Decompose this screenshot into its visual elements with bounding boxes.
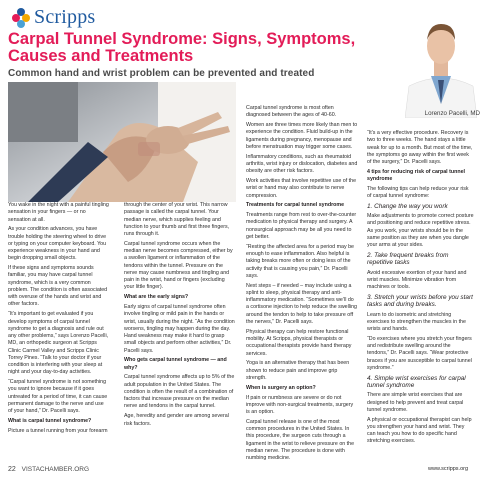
page-footer xyxy=(8,466,89,473)
paragraph: “It’s a very effective procedure. Recovery is two to three weeks. The hand stays a little weak for up to a month. But most of the time, the symptoms go away within the first week of the surgery,” Dr. Pacelli says. xyxy=(367,130,473,165)
paragraph: Inflammatory conditions, such as rheumatoid arthritis, wrist injury or dislocation, diabetes and obesity are other risk factors. xyxy=(246,153,358,175)
paragraph: “Resting the affected area for a period may be enough to ease inflammation. Also helpful is taking breaks more often or doing less of the activity that is causing you pain,” Dr. Pacelli says. xyxy=(246,243,354,279)
paragraph: Treatments range from rest to over-the-counter medication to physical therapy and surgery. A nonsurgical approach may be all you need to get better. xyxy=(246,212,357,240)
section-heading: What are the early signs? xyxy=(124,294,189,301)
section-heading: What is carpal tunnel syndrome? xyxy=(8,417,92,424)
paragraph: Next steps – if needed – may include using a splint to sleep, physical therapy and anti-inflammatory medication. “Sometimes we’ll do a cortisone injection to help reduce the swelling around the tendon to help to take pressure off the nerves,” Dr. Pacelli says. xyxy=(246,282,358,325)
paragraph: Picture a tunnel running from your forearm xyxy=(8,427,108,434)
paragraph: Age, heredity and gender are among several risk factors. xyxy=(124,413,229,427)
tip-heading: 3. Stretch your wrists before you start tasks and during breaks. xyxy=(367,293,473,309)
paragraph: The following tips can help reduce your risk of carpal tunnel syndrome: xyxy=(367,185,469,200)
scripps-logo xyxy=(12,6,95,29)
paragraph: Women are three times more likely than men to experience the condition. Fluid build-up in the ligaments during pregnancy, menopause and before menstruation may trigger some cases. xyxy=(246,122,358,150)
section-heading: When is surgery an option? xyxy=(246,384,316,391)
paragraph: “Do exercises where you stretch your fingers and redistribute swelling around the tendons,” Dr. Pacelli says. “Wear protective braces if you are susceptible to carpal tunnel syndrome.” xyxy=(367,335,472,371)
wrist-pain-photo xyxy=(8,82,236,202)
paragraph: Carpal tunnel syndrome is most often diagnosed between the ages of 40-60. xyxy=(246,105,337,119)
article-column-1 xyxy=(8,202,109,438)
section-heading: 4 tips for reducing risk of carpal tunnel syndrome xyxy=(367,168,466,183)
paragraph: If pain or numbness are severe or do not improve with non-surgical treatments, surgery is an option. xyxy=(246,394,354,416)
publication-name: VISTACHAMBER.ORG xyxy=(21,466,90,473)
tip-heading: 1. Change the way you work xyxy=(367,203,448,211)
paragraph: Early signs of carpal tunnel syndrome often involve tingling or mild pain in the hands or wrist, usually during the night. “As the condition worsens, tingling may happen during the day. Hand weakness may make it hard to grasp small objects and perform other activities,” Dr. Pacelli says. xyxy=(124,304,235,354)
doctor-portrait-photo xyxy=(405,8,477,118)
paragraph: If these signs and symptoms sounds familiar, you may have carpal tunnel syndrome, which is a very common problem. The condition is often associated with overuse of the hands and wrist and other factors. xyxy=(8,265,108,308)
paragraph: As your condition advances, you have trouble holding the steering wheel to drive or typing on your computer keyboard. You experience weakness in your hand and begin dropping small objects. xyxy=(8,226,107,262)
paragraph: Avoid excessive exertion of your hand and wrist muscles. Minimize vibration from machines or tools. xyxy=(367,269,467,291)
paragraph: There are simple wrist exercises that are designed to help prevent and treat carpal tunnel syndrome. xyxy=(367,392,464,413)
article-title: Carpal Tunnel Syndrome: Signs, Symptoms, Causes and Treatments xyxy=(8,30,356,65)
paragraph: Carpal tunnel syndrome occurs when the median nerve becomes compressed, either by a swollen ligament or inflammation of the tendons within the tunnel. Pressure on the nerve may cause numbness and tingling and pain in the wrist, hand or fingers (excluding your little finger). xyxy=(124,240,233,291)
scripps-website-link[interactable]: www.scripps.org xyxy=(428,466,469,472)
page-number: 22 xyxy=(8,466,16,473)
article-column-2 xyxy=(124,202,236,430)
paragraph: Work activities that involve repetitive use of the wrist or hand may also contribute to nerve compression. xyxy=(246,178,357,199)
paragraph: Carpal tunnel syndrome affects up to 5% of the adult population in the United States. The condition is often the result of a combination of factors that increase pressure on the median nerve and tendons in the carpal tunnel. xyxy=(124,374,235,410)
paragraph: Carpal tunnel release is one of the most common procedures in the United States. In this procedure, the surgeon cuts through a ligament in the wrist to relieve pressure on the median nerve. The procedure is done with numbing medicine. xyxy=(246,418,355,462)
paragraph: through the center of your wrist. This narrow passage is called the carpal tunnel. Your median nerve, which supplies feeling and function to your thumb and first three fingers, runs through it. xyxy=(124,202,230,237)
paragraph: Make adjustments to promote correct posture and positioning and reduce repetitive stress. As you work, your wrists should be in the same position as they are when you dangle your arms at your sides. xyxy=(367,213,474,249)
paragraph: You wake in the night with a painful tingling sensation in your fingers — or no sensation at all. xyxy=(8,202,109,223)
paragraph: Yoga is an alternative therapy that has been shown to reduce pain and improve grip strength. xyxy=(246,360,350,381)
paragraph: “Carpal tunnel syndrome is not something you want to ignore because if it goes untreated for a period of time, it can cause permanent damage to the nerve and use of your hand,” Dr. Pacelli says. xyxy=(8,379,108,415)
article-subtitle: Common hand and wrist problem can be prevented and treated xyxy=(8,68,315,79)
section-heading: Who gets carpal tunnel syndrome — and why? xyxy=(124,357,227,371)
paragraph: Learn to do isometric and stretching exercises to strengthen the muscles in the wrists and hands. xyxy=(367,311,466,332)
section-heading: Treatments for carpal tunnel syndrome xyxy=(246,202,345,209)
scripps-logo-icon xyxy=(12,8,30,28)
article-column-4 xyxy=(367,130,474,448)
tip-heading: 4. Simple wrist exercises for carpal tunnel syndrome xyxy=(367,374,466,390)
paragraph: A physical or occupational therapist can help you strengthen your hand and wrist. They can teach you how to do specific hand stretching exercises. xyxy=(367,416,472,445)
logo-text: Scripps xyxy=(34,6,96,28)
tip-heading: 2. Take frequent breaks from repetitive tasks xyxy=(367,251,449,267)
article-column-3 xyxy=(246,105,358,465)
paragraph: Physical therapy can help restore functional mobility. At Scripps, physical therapists or occupational therapists provide hand therapy services. xyxy=(246,328,352,357)
paragraph: “It’s important to get evaluated if you develop symptoms of carpal tunnel syndrome to get a diagnosis and rule out any other problems,” says Lorenzo Pacelli, MD, an orthopedic surgeon at Scripps Clinic Carmel Valley and Scripps Clinic Torrey Pines. “Talk to your doctor if your condition is interfering with your sleep at night and your day-to-day activities. xyxy=(8,311,109,376)
doctor-caption: Lorenzo Pacelli, MD xyxy=(424,110,480,117)
